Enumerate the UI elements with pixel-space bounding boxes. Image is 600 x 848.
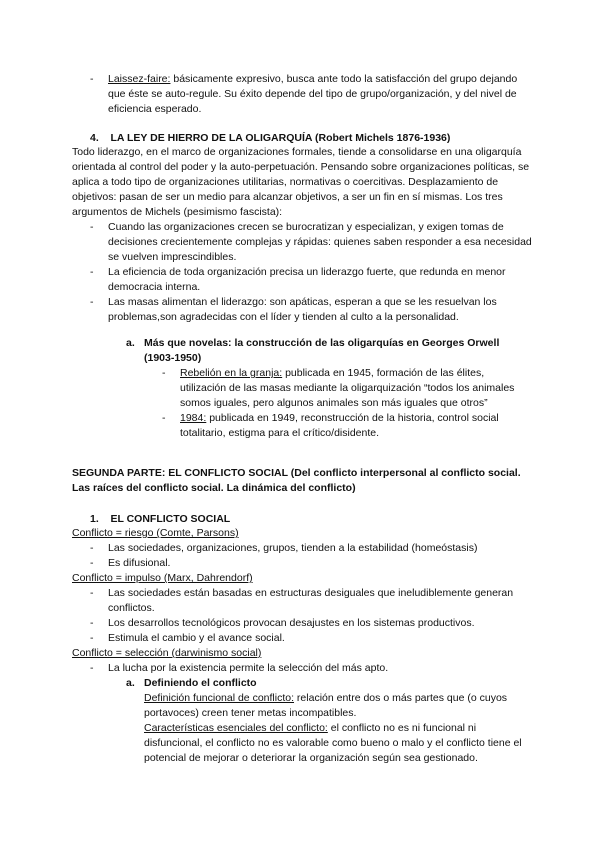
section-4-heading (72, 131, 532, 146)
definicion-label: Definición funcional de conflicto: (144, 692, 295, 704)
caracteristicas-text: el conflicto no es ni funcional ni disfuncional, el conflicto no es valorable como bueno o malo y el conflicto tiene el potencial de mejorar o deteriorar la organización según sea gestionado. (144, 722, 522, 764)
orwell-title: Más que novelas: la construcción de las oligarquías en Georges Orwell (1903-1950) (144, 337, 500, 364)
conflicto-riesgo-label: Conflicto = riesgo (Comte, Parsons) (72, 527, 239, 539)
laissez-faire-label: Laissez-faire: (108, 73, 171, 85)
conflicto-seleccion-label: Conflicto = selección (darwinismo social) (72, 647, 262, 659)
list-item (72, 220, 532, 265)
rebelion-label: Rebelión en la granja: (180, 367, 283, 379)
novel-1984-label: 1984: (180, 412, 207, 424)
list-item (72, 411, 532, 441)
orwell-subsection (72, 336, 532, 441)
section-4-list (72, 220, 532, 325)
caracteristicas-label: Características esenciales del conflicto: (144, 722, 328, 734)
list-item (72, 661, 532, 676)
list-item (72, 556, 532, 571)
definiendo-subsection (72, 676, 532, 766)
list-item-text: La eficiencia de toda organización precisa un liderazgo fuerte, que redunda en menor democracia interna. (108, 266, 506, 293)
part-2-title: SEGUNDA PARTE: EL CONFLICTO SOCIAL (Del conflicto interpersonal al conflicto social. Las raíces del conflicto social. La dinámica del conflicto) (72, 467, 521, 494)
rebelion-text: publicada en 1945, formación de las élites, utilización de las masas mediante la oligarquización “todos los animales somos iguales, pero algunos animales son más iguales que otros” (180, 367, 515, 409)
conflicto-impulso-label: Conflicto = impulso (Marx, Dahrendorf) (72, 572, 253, 584)
bullet-dash: - (90, 557, 94, 569)
list-item (72, 295, 532, 325)
section-4-title: LA LEY DE HIERRO DE LA OLIGARQUÍA (Robert Michels 1876-1936) (110, 132, 451, 144)
list-item (72, 586, 532, 616)
section-1-title: EL CONFLICTO SOCIAL (110, 513, 231, 525)
laissez-faire-item (72, 72, 532, 117)
list-item (72, 265, 532, 295)
bullet-dash: - (90, 587, 94, 599)
bullet-dash: - (162, 412, 166, 424)
section-4-intro-text: Todo liderazgo, en el marco de organizaciones formales, tiende a consolidarse en una oligarquía orientada al control del poder y la auto-perpetuación. Pensando sobre organizaciones políticas, se aplica a todo tipo de organizaciones utilitarias, normativas o coercitivas. Desplazamiento de objetivos: pasan de ser un medio para alcanzar objetivos, a ser un fin en sí mismas. Los tres argumentos de Michels (pesimismo fascista): (72, 146, 530, 218)
bullet-dash: - (90, 73, 94, 85)
list-item-text: La lucha por la existencia permite la selección del más apto. (108, 662, 389, 674)
list-item-text: Las masas alimentan el liderazgo: son apáticas, esperan a que se les resuelvan los problemas,son agradecidas con el líder y tienden al culto a la personalidad. (108, 296, 497, 323)
list-item-text: Las sociedades, organizaciones, grupos, tienden a la estabilidad (homeóstasis) (108, 542, 478, 554)
list-item-text: Los desarrollos tecnológicos provocan desajustes en los sistemas productivos. (108, 617, 475, 629)
part-2-heading (72, 466, 532, 496)
section-1-content (72, 526, 532, 766)
bullet-dash: - (90, 617, 94, 629)
bullet-dash: - (90, 296, 94, 308)
bullet-dash: - (90, 632, 94, 644)
list-item (72, 631, 532, 646)
subsection-letter: a. (126, 337, 135, 349)
list-item-text: Es difusional. (108, 557, 171, 569)
list-item-text: Las sociedades están basadas en estructuras desiguales que ineludiblemente generan conflictos. (108, 587, 514, 614)
section-1-number: 1. (90, 513, 99, 525)
section-4-number: 4. (90, 132, 99, 144)
list-item (72, 616, 532, 631)
bullet-dash: - (162, 367, 166, 379)
list-item-text: Estimula el cambio y el avance social. (108, 632, 285, 644)
section-4-intro (72, 145, 532, 220)
definicion-text: relación entre dos o más partes que (o cuyos portavoces) creen tener metas incompatibles. (144, 692, 508, 719)
subsection-letter: a. (126, 677, 135, 689)
definiendo-title: Definiendo el conflicto (144, 677, 257, 689)
list-item (72, 541, 532, 556)
bullet-dash: - (90, 221, 94, 233)
list-item-text: Cuando las organizaciones crecen se burocratizan y especializan, y exigen tomas de decisiones crecientemente complejas y rápidas: quienes saben responder a esa necesidad se vuelven imprescindibles. (108, 221, 532, 263)
section-1-heading (72, 512, 532, 527)
list-item (72, 366, 532, 411)
laissez-faire-text: básicamente expresivo, busca ante todo la satisfacción del grupo dejando que éste se auto-regule. Su éxito depende del tipo de grupo/organización, y del nivel de eficiencia esperado. (108, 73, 518, 115)
bullet-dash: - (90, 542, 94, 554)
bullet-dash: - (90, 266, 94, 278)
bullet-dash: - (90, 662, 94, 674)
novel-1984-text: publicada en 1949, reconstrucción de la historia, control social totalitario, estigma para el crítico/disidente. (180, 412, 499, 439)
